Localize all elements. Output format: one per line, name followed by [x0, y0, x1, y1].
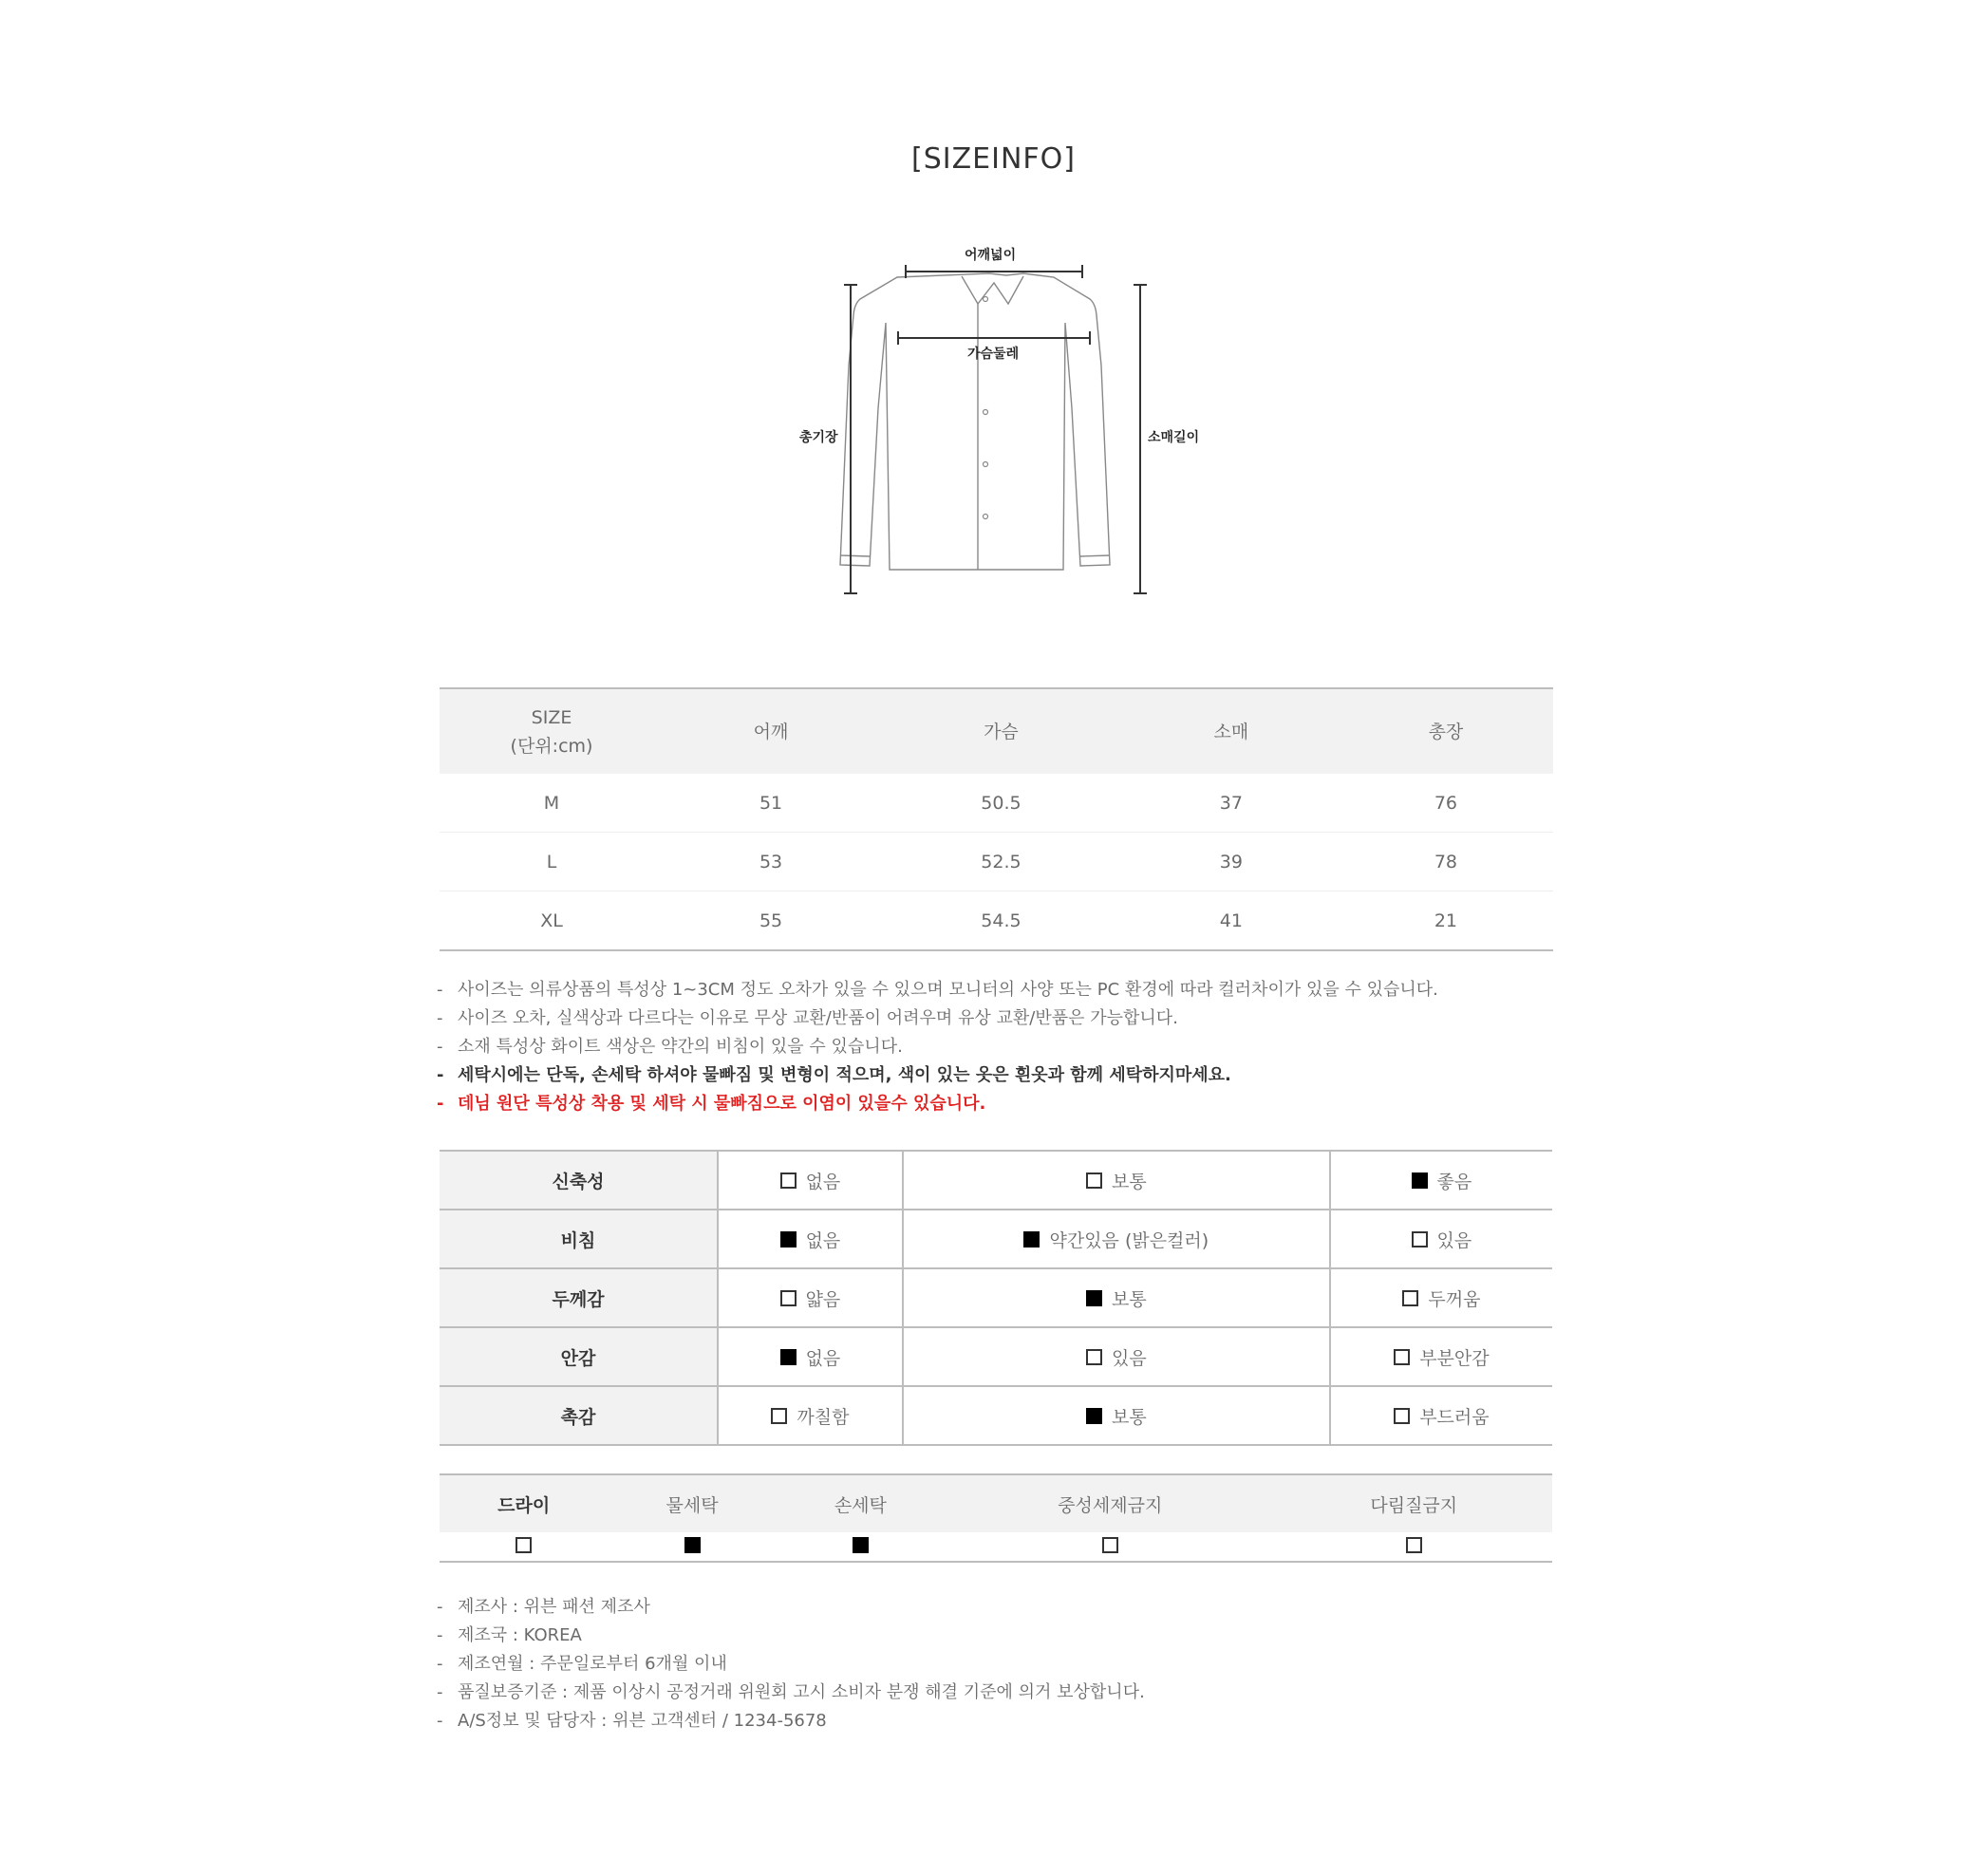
list-dash: -	[437, 1065, 444, 1085]
stretch-label: 신축성	[440, 1151, 718, 1210]
option-cell	[440, 1532, 608, 1562]
list-dash: -	[437, 1654, 443, 1674]
option-text: 없음	[805, 1171, 841, 1192]
table-row	[440, 1532, 1552, 1562]
option-text: 없음	[805, 1229, 841, 1251]
list-item	[437, 1707, 1145, 1735]
note-text: 사이즈 오차, 실색상과 다르다는 이유로 무상 교환/반품이 어려우며 유상 교환/반품은 가능합니다.	[458, 1008, 1178, 1028]
option-cell	[903, 1210, 1330, 1268]
shirt-measurement-diagram	[788, 237, 1225, 608]
chest-width-label: 가슴둘레	[967, 347, 1020, 362]
option-text: 얇음	[805, 1288, 841, 1310]
list-item	[437, 1090, 1438, 1118]
option-cell	[777, 1532, 945, 1562]
shoulder-cell: 51	[759, 792, 783, 814]
list-item	[437, 1679, 1145, 1707]
option-text: 약간있음 (밝은컬러)	[1049, 1229, 1209, 1251]
shoulder-width-label: 어깨넓이	[965, 248, 1017, 263]
checked-box-icon	[853, 1537, 869, 1553]
checkbox-icon	[1412, 1231, 1428, 1248]
washing-table	[440, 1473, 1552, 1563]
list-dash: -	[437, 1682, 443, 1702]
sleeve-header: 소매	[1124, 688, 1339, 774]
size-table-header	[440, 688, 1553, 774]
sleeve-length-label: 소매길이	[1148, 430, 1200, 445]
option-text: 보통	[1111, 1171, 1147, 1192]
manufacture-date-text: 제조연월 : 주문일로부터 6개월 이내	[458, 1654, 727, 1674]
checkbox-icon	[1394, 1349, 1410, 1365]
sleeve-cell: 39	[1124, 833, 1339, 891]
no-ironing-header: 다림질금지	[1276, 1474, 1553, 1532]
option-text: 부분안감	[1419, 1347, 1490, 1369]
hand-wash-header: 손세탁	[777, 1474, 945, 1532]
page-title: [SIZEINFO]	[911, 142, 1076, 176]
option-text: 없음	[805, 1347, 841, 1369]
list-item	[437, 1004, 1438, 1033]
list-dash: -	[437, 1625, 443, 1645]
sleeve-cell: 41	[1124, 891, 1339, 951]
total-length-label: 총기장	[799, 430, 838, 445]
shoulder-cell: 55	[664, 891, 878, 951]
checked-box-icon	[780, 1349, 797, 1365]
checked-box-icon	[780, 1231, 797, 1248]
checked-box-icon	[684, 1537, 701, 1553]
unit-label: (단위:cm)	[510, 735, 593, 757]
list-dash: -	[437, 1037, 443, 1057]
length-cell: 21	[1339, 891, 1553, 951]
list-item	[437, 1650, 1145, 1679]
note-text: 사이즈는 의류상품의 특성상 1~3CM 정도 오차가 있을 수 있으며 모니터의 사양 또는 PC 환경에 따라 컬러차이가 있을 수 있습니다.	[458, 980, 1438, 1000]
size-cell: M	[543, 792, 560, 814]
shoulder-cell: 53	[664, 833, 878, 891]
note-text: 소재 특성상 화이트 색상은 약간의 비침이 있을 수 있습니다.	[458, 1037, 903, 1057]
list-dash: -	[437, 1008, 443, 1028]
chest-cell: 50.5	[981, 792, 1022, 814]
thickness-label: 두께감	[440, 1268, 718, 1327]
table-row	[440, 1210, 1552, 1268]
table-row	[440, 1327, 1552, 1386]
option-cell	[1276, 1532, 1553, 1562]
option-cell	[1330, 1386, 1552, 1445]
option-cell	[718, 1268, 903, 1327]
checked-box-icon	[1086, 1408, 1102, 1424]
manufacturer-text: 제조사 : 위븐 패션 제조사	[458, 1597, 650, 1617]
list-item	[437, 976, 1438, 1004]
option-text: 있음	[1111, 1347, 1147, 1369]
checkbox-icon	[1086, 1172, 1102, 1189]
option-text: 두꺼움	[1428, 1288, 1481, 1310]
length-cell: 76	[1434, 792, 1458, 814]
country-text: 제조국 : KOREA	[458, 1625, 582, 1645]
option-text: 보통	[1111, 1406, 1147, 1428]
chest-cell: 52.5	[878, 833, 1124, 891]
option-cell	[903, 1151, 1330, 1210]
texture-label: 촉감	[440, 1386, 718, 1445]
length-cell: 78	[1339, 833, 1553, 891]
size-cell: L	[440, 833, 664, 891]
checkbox-icon	[780, 1290, 797, 1306]
checkbox-icon	[1086, 1349, 1102, 1365]
checkbox-icon	[515, 1537, 532, 1553]
list-item	[437, 1061, 1438, 1090]
size-header	[440, 688, 664, 774]
sheerness-label: 비침	[440, 1210, 718, 1268]
table-row	[440, 1151, 1552, 1210]
table-row	[440, 1268, 1552, 1327]
option-cell	[903, 1386, 1330, 1445]
option-cell	[718, 1210, 903, 1268]
list-dash: -	[437, 1094, 444, 1114]
checkbox-icon	[1402, 1290, 1418, 1306]
option-text: 보통	[1111, 1288, 1147, 1310]
product-info-list	[437, 1593, 1145, 1735]
lining-label: 안감	[440, 1327, 718, 1386]
option-text: 있음	[1436, 1229, 1472, 1251]
table-row	[440, 891, 1553, 951]
table-row	[440, 1386, 1552, 1445]
list-dash: -	[437, 1597, 443, 1617]
list-dash: -	[437, 980, 443, 1000]
checkbox-icon	[780, 1172, 797, 1189]
chest-header: 가슴	[878, 688, 1124, 774]
table-row	[440, 833, 1553, 891]
option-cell	[718, 1386, 903, 1445]
sleeve-cell: 37	[1219, 792, 1243, 814]
option-text: 까칠함	[797, 1406, 850, 1428]
checked-box-icon	[1023, 1231, 1040, 1248]
size-table	[440, 687, 1553, 951]
checkbox-icon	[1102, 1537, 1118, 1553]
checkbox-icon	[1406, 1537, 1422, 1553]
chest-cell: 54.5	[878, 891, 1124, 951]
warranty-text: 품질보증기준 : 제품 이상시 공정거래 위원회 고시 소비자 분쟁 해결 기준에 의거 보상합니다.	[458, 1682, 1145, 1702]
shoulder-header: 어깨	[664, 688, 878, 774]
table-row	[440, 1474, 1552, 1532]
checked-box-icon	[1412, 1172, 1428, 1189]
option-cell	[903, 1327, 1330, 1386]
option-text: 좋음	[1436, 1171, 1472, 1192]
option-text: 부드러움	[1419, 1406, 1490, 1428]
option-cell	[945, 1532, 1275, 1562]
water-wash-header: 물세탁	[608, 1474, 776, 1532]
list-item	[437, 1033, 1438, 1061]
list-item	[437, 1622, 1145, 1650]
size-header-label: SIZE	[531, 706, 572, 728]
table-row	[440, 774, 1553, 833]
checkbox-icon	[771, 1408, 787, 1424]
dry-clean-header: 드라이	[440, 1474, 608, 1532]
list-item	[437, 1593, 1145, 1622]
option-cell	[608, 1532, 776, 1562]
option-cell	[1330, 1210, 1552, 1268]
warning-text: 데님 원단 특성상 착용 및 세탁 시 물빠짐으로 이염이 있을수 있습니다.	[458, 1094, 986, 1114]
option-cell	[718, 1327, 903, 1386]
neutral-detergent-header: 중성세제금지	[945, 1474, 1275, 1532]
checkbox-icon	[1394, 1408, 1410, 1424]
size-notes	[437, 976, 1438, 1118]
list-dash: -	[437, 1711, 443, 1731]
length-header: 총장	[1339, 688, 1553, 774]
option-cell	[718, 1151, 903, 1210]
option-cell	[1330, 1268, 1552, 1327]
fabric-feel-table	[440, 1150, 1552, 1446]
shirt-diagram-icon	[788, 237, 1225, 608]
note-text: 세탁시에는 단독, 손세탁 하셔야 물빠짐 및 변형이 적으며, 색이 있는 옷은 흰옷과 함께 세탁하지마세요.	[458, 1065, 1231, 1085]
option-cell	[903, 1268, 1330, 1327]
option-cell	[1330, 1327, 1552, 1386]
checked-box-icon	[1086, 1290, 1102, 1306]
option-cell	[1330, 1151, 1552, 1210]
size-cell: XL	[440, 891, 664, 951]
as-contact-text: A/S정보 및 담당자 : 위븐 고객센터 / 1234-5678	[458, 1711, 827, 1731]
